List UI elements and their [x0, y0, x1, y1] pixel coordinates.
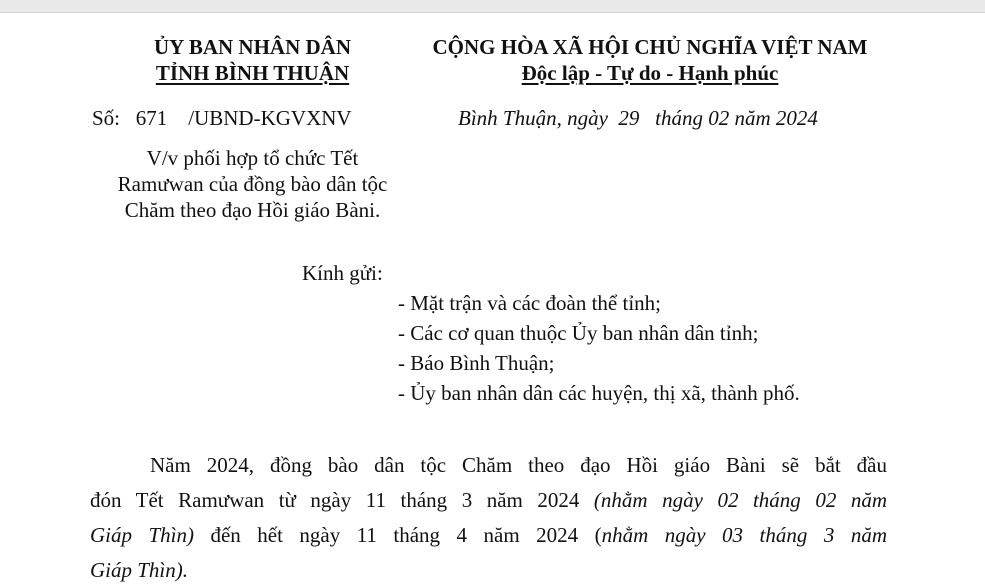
subject-line-1: V/v phối hợp tổ chức Tết — [146, 146, 359, 170]
agency-line-2: TỈNH BÌNH THUẬN — [155, 61, 350, 85]
subject-block — [80, 145, 425, 223]
subject-line-3: Chăm theo đạo Hồi giáo Bàni. — [124, 198, 381, 222]
body-line-3 — [90, 522, 887, 548]
subject-line-2: Ramưwan của đồng bào dân tộc — [117, 172, 388, 196]
nation-title: CỘNG HÒA XÃ HỘI CHỦ NGHĨA VIỆT NAM — [432, 35, 868, 59]
recipient-item: - Mặt trận và các đoàn thể tỉnh; — [398, 291, 661, 315]
body-line-2-regular: đón Tết Ramưwan từ ngày 11 tháng 3 năm 2024 — [90, 488, 594, 512]
viewer-top-bar — [0, 0, 985, 13]
body-line-1: Năm 2024, đồng bào dân tộc Chăm theo đạo Hồi giáo Bàni sẽ bắt đầu — [150, 453, 887, 477]
place-and-date: Bình Thuận, ngày 29 tháng 02 năm 2024 — [458, 106, 818, 130]
body-line-3-regular: đến hết ngày 11 tháng 4 năm 2024 ( — [193, 523, 602, 547]
body-line-2 — [90, 487, 887, 513]
body-line-3-italic-a: Giáp Thìn) — [90, 523, 194, 547]
body-line-4: Giáp Thìn). — [90, 558, 189, 582]
document-number: Số: 671 /UBND-KGVXNV — [92, 106, 352, 130]
agency-line-1: ỦY BAN NHÂN DÂN — [154, 35, 351, 59]
recipients-label: Kính gửi: — [302, 261, 383, 285]
recipient-item: - Các cơ quan thuộc Ủy ban nhân dân tỉnh; — [398, 321, 759, 345]
body-line-3-italic-b: nhằm ngày 03 tháng 3 năm — [601, 523, 887, 547]
body-line-2-italic: (nhằm ngày 02 tháng 02 năm — [593, 488, 888, 512]
national-header-block — [400, 34, 900, 86]
national-motto: Độc lập - Tự do - Hạnh phúc — [521, 61, 779, 85]
issuing-agency-block — [120, 34, 385, 86]
recipient-item: - Ủy ban nhân dân các huyện, thị xã, thành phố. — [398, 381, 800, 405]
recipient-item: - Báo Bình Thuận; — [398, 351, 555, 375]
